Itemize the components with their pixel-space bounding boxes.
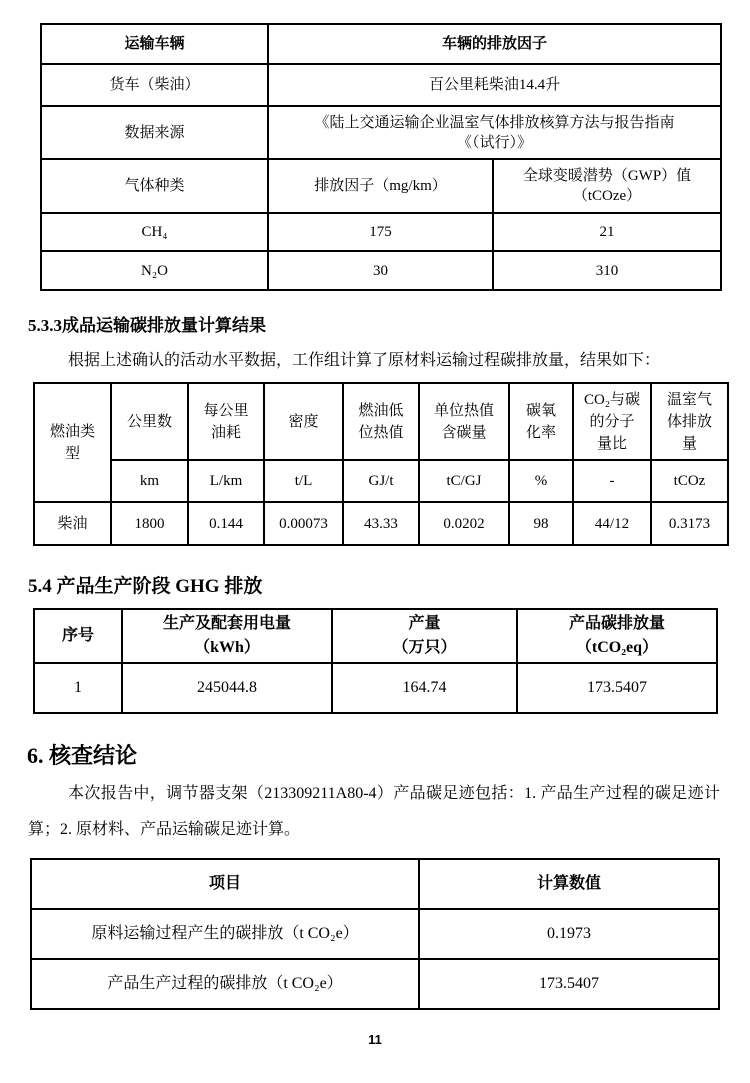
table-row <box>41 213 721 251</box>
table-cell: 货车（柴油） <box>41 64 268 106</box>
table-row <box>34 609 717 663</box>
document-page <box>0 23 750 1083</box>
cell-line: （tCO₂eq） <box>575 639 659 656</box>
table-header-cell <box>517 609 717 663</box>
section-heading-54: 5.4 产品生产阶段 GHG 排放 <box>28 576 263 597</box>
table-row <box>41 24 721 64</box>
table-header-cell: 每公里油耗 <box>188 383 264 460</box>
unit-cell: tCOz <box>651 460 728 502</box>
unit-cell: tC/GJ <box>419 460 509 502</box>
table-cell: 98 <box>509 502 573 545</box>
table-cell: 44/12 <box>573 502 651 545</box>
table-row <box>34 460 728 502</box>
table-row <box>41 106 721 159</box>
table-row <box>31 909 719 959</box>
table-cell: 产品生产过程的碳排放（t CO₂e） <box>31 959 419 1009</box>
section-heading-6: 6. 核查结论 <box>27 743 138 768</box>
unit-cell: L/km <box>188 460 264 502</box>
cell-line: （万只） <box>392 639 457 656</box>
cell-line: （tCOze） <box>572 188 642 204</box>
section-heading-533: 5.3.3成品运输碳排放量计算结果 <box>28 316 266 335</box>
table-cell: 0.144 <box>188 502 264 545</box>
table-header-cell: 燃油低位热值 <box>343 383 419 460</box>
emission-factor-table <box>40 23 722 291</box>
table-row <box>31 959 719 1009</box>
table-row <box>34 502 728 545</box>
table-cell: 21 <box>493 213 721 251</box>
unit-cell: km <box>111 460 188 502</box>
table-cell: 气体种类 <box>41 159 268 213</box>
section-533-paragraph: 根据上述确认的活动水平数据，工作组计算了原材料运输过程碳排放量，结果如下： <box>68 352 661 369</box>
table-header-cell: 项目 <box>31 859 419 909</box>
table-cell: 原料运输过程产生的碳排放（t CO₂e） <box>31 909 419 959</box>
table-cell: 数据来源 <box>41 106 268 159</box>
table-header-cell: 燃油类型 <box>34 383 111 502</box>
table-row <box>34 663 717 713</box>
table-header-cell: 温室气体排放量 <box>651 383 728 460</box>
table-cell: 245044.8 <box>122 663 332 713</box>
unit-cell: % <box>509 460 573 502</box>
table-cell: 0.00073 <box>264 502 343 545</box>
table-cell: 310 <box>493 251 721 290</box>
cell-line: （kWh） <box>194 639 260 656</box>
table-header-cell: CO₂与碳的分子量比 <box>573 383 651 460</box>
table-cell <box>493 159 721 213</box>
table-header-cell: 车辆的排放因子 <box>268 24 721 64</box>
cell-line: 生产及配套用电量 <box>162 615 291 632</box>
cell-line: 《陆上交通运输企业温室气体排放核算方法与报告指南 <box>314 114 675 131</box>
table-cell: 0.3173 <box>651 502 728 545</box>
table-cell: 柴油 <box>34 502 111 545</box>
cell-line: 产量 <box>408 615 441 632</box>
table-header-cell <box>122 609 332 663</box>
table-cell: 30 <box>268 251 493 290</box>
section-6-paragraph: 本次报告中，调节器支架（213309211A80-4）产品碳足迹包括：1. 产品生产过程的碳足迹计算；2. 原材料、产品运输碳足迹计算。 <box>28 785 720 838</box>
cell-line: 产品碳排放量 <box>568 615 665 632</box>
table-cell: 百公里耗柴油14.4升 <box>268 64 721 106</box>
table-row <box>41 251 721 290</box>
cell-line: 全球变暖潜势（GWP）值 <box>522 168 692 184</box>
conclusion-table <box>30 858 720 1010</box>
table-row <box>34 383 728 460</box>
table-header-cell: 运输车辆 <box>41 24 268 64</box>
table-header-cell: 计算数值 <box>419 859 719 909</box>
table-cell: 175 <box>268 213 493 251</box>
table-header-cell: 碳氧化率 <box>509 383 573 460</box>
production-ghg-table <box>33 608 718 714</box>
table-cell <box>268 106 721 159</box>
table-row <box>41 159 721 213</box>
unit-cell: - <box>573 460 651 502</box>
fuel-calculation-table <box>33 382 729 546</box>
table-cell: 1800 <box>111 502 188 545</box>
table-cell: 43.33 <box>343 502 419 545</box>
table-row <box>31 859 719 909</box>
cell-line: 《（试行）》 <box>457 134 533 151</box>
unit-cell: t/L <box>264 460 343 502</box>
unit-cell: GJ/t <box>343 460 419 502</box>
table-header-cell: 序号 <box>34 609 122 663</box>
table-cell: 1 <box>34 663 122 713</box>
table-cell: 164.74 <box>332 663 517 713</box>
table-row <box>41 64 721 106</box>
table-cell: 0.1973 <box>419 909 719 959</box>
table-header-cell: 密度 <box>264 383 343 460</box>
table-header-cell: 公里数 <box>111 383 188 460</box>
page-number: 11 <box>368 1032 382 1047</box>
table-cell: 173.5407 <box>517 663 717 713</box>
table-cell: CH₄ <box>41 213 268 251</box>
table-cell: 173.5407 <box>419 959 719 1009</box>
table-header-cell: 单位热值含碳量 <box>419 383 509 460</box>
table-cell: N₂O <box>41 251 268 290</box>
table-cell: 排放因子（mg/km） <box>268 159 493 213</box>
table-header-cell <box>332 609 517 663</box>
table-cell: 0.0202 <box>419 502 509 545</box>
